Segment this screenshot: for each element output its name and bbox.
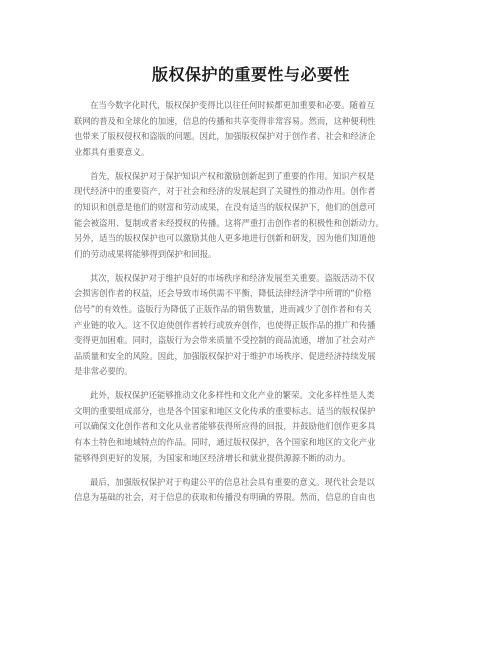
paragraph-1 <box>74 98 434 160</box>
text-line: 的知识和创意是他们的财富和劳动成果，在没有适当的版权保护下，他们的创意可 <box>74 201 376 212</box>
text-line: 能会被盗用、复制或者未经授权的传播。这将严重打击创作者的积极性和创新动力。 <box>74 217 384 228</box>
text-line: 联网的普及和全球化的加速，信息的传播和共享变得非常容易。然而，这种便利性 <box>74 115 376 126</box>
paragraph-3 <box>74 271 434 380</box>
text-line: 在当今数字化时代，版权保护变得比以往任何时候都更加重要和必要。随着互 <box>90 100 375 110</box>
paragraph-2 <box>74 169 434 263</box>
document-body <box>74 98 434 514</box>
text-line: 现代经济中的重要资产，对于社会和经济的发展起到了关键性的推动作用。创作者 <box>74 186 376 197</box>
paragraph-4 <box>74 388 434 466</box>
text-line: 能够得到更好的发展，为国家和地区经济增长和就业提供源源不断的动力。 <box>74 452 351 463</box>
paragraph-5 <box>74 475 434 506</box>
text-line: 其次，版权保护对于维护良好的市场秩序和经济发展至关重要。盗版活动不仅 <box>90 272 375 283</box>
text-line: 信号”的有效性。盗版行为降低了正版作品的销售数量，进而减少了创作者和有关 <box>74 303 372 314</box>
text-line: 信息为基础的社会，对于信息的获取和传播没有明确的界限。然而，信息的自由也 <box>74 492 376 503</box>
text-line: 最后，加强版权保护对于构建公平的信息社会具有重要的意义。现代社会是以 <box>90 476 375 487</box>
text-line: 可以确保文化创作者和文化从业者能够获得所应得的回报，并鼓励他们创作更多具 <box>74 421 376 432</box>
text-line: 业都具有重要意义。 <box>74 146 150 157</box>
text-line: 变得更加困难。同时，盗版行为会带来质量不受控制的商品流通，增加了社会对产 <box>74 335 376 346</box>
text-line: 们的劳动成果将能够得到保护和回报。 <box>74 248 217 259</box>
text-line: 会损害创作者的权益，还会导致市场供需不平衡，降低法律经济学中所谓的“价格 <box>74 288 372 299</box>
text-line: 产业链的收入。这不仅迫使创作者转行或放弃创作，也使得正版作品的推广和传播 <box>74 319 376 330</box>
text-line: 文明的重要组成部分，也是各个国家和地区文化传承的重要标志。适当的版权保护 <box>74 405 376 416</box>
text-line: 有本土特色和地域特点的作品。同时，通过版权保护，各个国家和地区的文化产业 <box>74 437 376 448</box>
text-line: 也带来了版权侵权和盗版的问题。因此，加强版权保护对于创作者、社会和经济企 <box>74 131 376 142</box>
text-line: 品质量和安全的风险。因此，加强版权保护对于维护市场秩序、促进经济持续发展 <box>74 350 376 361</box>
text-line: 另外，适当的版权保护也可以激励其他人更多地进行创新和研发，因为他们知道他 <box>74 233 376 244</box>
text-line: 首先，版权保护对于保护知识产权和激励创新起到了重要的作用。知识产权是 <box>90 170 375 181</box>
text-line: 此外，版权保护还能够推动文化多样性和文化产业的繁荣。文化多样性是人类 <box>90 390 375 401</box>
text-line: 是非常必要的。 <box>74 366 133 377</box>
document-title: 版权保护的重要性与必要性 <box>151 65 350 84</box>
